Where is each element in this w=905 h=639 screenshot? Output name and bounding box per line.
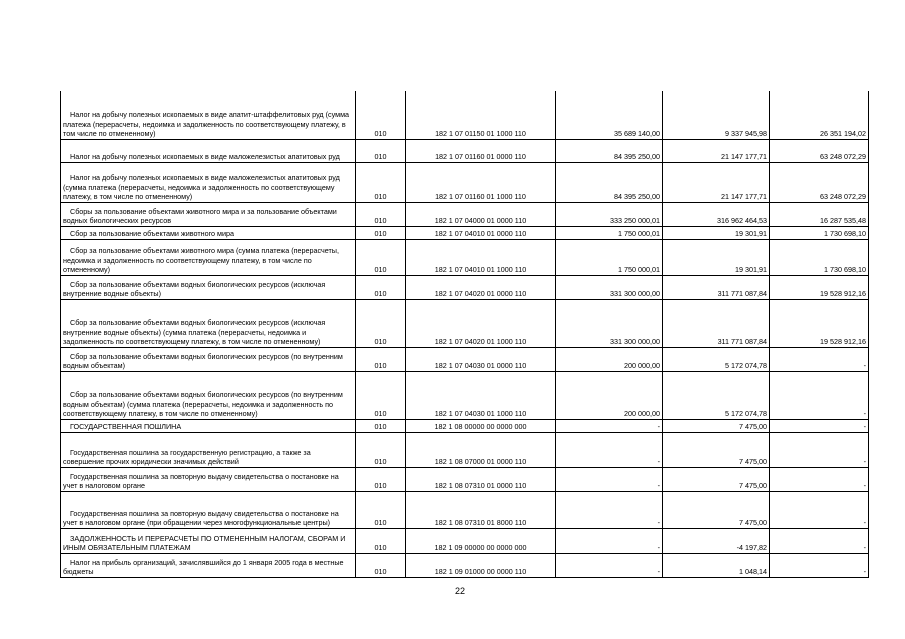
unexecuted-amount-cell: 1 730 698,10 — [770, 226, 869, 239]
table-row — [61, 91, 869, 139]
executed-amount-cell: 5 172 074,78 — [663, 371, 770, 419]
executed-amount-cell: 1 048,14 — [663, 553, 770, 577]
approved-amount-cell: 333 250 000,01 — [556, 202, 663, 226]
approved-amount-cell: 331 300 000,00 — [556, 299, 663, 347]
approved-amount-cell: - — [556, 467, 663, 491]
budget-classification-code-cell: 182 1 07 01150 01 1000 110 — [406, 91, 556, 139]
budget-classification-code-cell: 182 1 08 07000 01 0000 110 — [406, 432, 556, 467]
executed-amount-cell: 7 475,00 — [663, 432, 770, 467]
income-name-cell: Сбор за пользование объектами водных биологических ресурсов (по внутренним водным объектам) — [61, 347, 356, 371]
income-name-cell: Налог на добычу полезных ископаемых в виде апатит-штаффелитовых руд (сумма платежа (перерасчеты, недоимка и задолженность по соответствующему платежу, в том числе по отмененному) — [61, 91, 356, 139]
budget-classification-code-cell: 182 1 07 04020 01 1000 110 — [406, 299, 556, 347]
executed-amount-cell: 311 771 087,84 — [663, 275, 770, 299]
unexecuted-amount-cell: - — [770, 347, 869, 371]
unexecuted-amount-cell: - — [770, 371, 869, 419]
line-code-cell: 010 — [356, 491, 406, 528]
unexecuted-amount-cell: 63 248 072,29 — [770, 162, 869, 202]
table-row — [61, 299, 869, 347]
approved-amount-cell: - — [556, 432, 663, 467]
budget-classification-code-cell: 182 1 07 04030 01 1000 110 — [406, 371, 556, 419]
income-name-cell: Сбор за пользование объектами водных биологических ресурсов (исключая внутренние водные объекты) (сумма платежа (перерасчеты, недоимка и задолженность по соответствующему платежу, в том числе по отмененному) — [61, 299, 356, 347]
unexecuted-amount-cell: - — [770, 491, 869, 528]
budget-classification-code-cell: 182 1 07 01160 01 1000 110 — [406, 162, 556, 202]
approved-amount-cell: 200 000,00 — [556, 371, 663, 419]
approved-amount-cell: - — [556, 419, 663, 432]
income-name-cell: Налог на прибыль организаций, зачислявшийся до 1 января 2005 года в местные бюджеты — [61, 553, 356, 577]
table-row — [61, 432, 869, 467]
table-row — [61, 371, 869, 419]
unexecuted-amount-cell: 19 528 912,16 — [770, 299, 869, 347]
budget-report-table — [60, 91, 869, 578]
unexecuted-amount-cell: - — [770, 553, 869, 577]
table-row — [61, 139, 869, 162]
unexecuted-amount-cell: 1 730 698,10 — [770, 239, 869, 275]
line-code-cell: 010 — [356, 371, 406, 419]
income-name-cell: Сбор за пользование объектами животного мира (сумма платежа (перерасчеты, недоимка и задолженность по соответствующему платежу, в том числе по отмененному) — [61, 239, 356, 275]
approved-amount-cell: - — [556, 553, 663, 577]
budget-classification-code-cell: 182 1 07 04000 01 0000 110 — [406, 202, 556, 226]
line-code-cell: 010 — [356, 347, 406, 371]
approved-amount-cell: 200 000,00 — [556, 347, 663, 371]
executed-amount-cell: 316 962 464,53 — [663, 202, 770, 226]
table-row — [61, 467, 869, 491]
executed-amount-cell: 9 337 945,98 — [663, 91, 770, 139]
budget-classification-code-cell: 182 1 08 00000 00 0000 000 — [406, 419, 556, 432]
budget-classification-code-cell: 182 1 09 01000 00 0000 110 — [406, 553, 556, 577]
income-name-cell: ЗАДОЛЖЕННОСТЬ И ПЕРЕРАСЧЕТЫ ПО ОТМЕНЕННЫМ НАЛОГАМ, СБОРАМ И ИНЫМ ОБЯЗАТЕЛЬНЫМ ПЛАТЕЖАМ — [61, 528, 356, 553]
page-number: 22 — [454, 586, 465, 596]
unexecuted-amount-cell: - — [770, 432, 869, 467]
line-code-cell: 010 — [356, 162, 406, 202]
line-code-cell: 010 — [356, 226, 406, 239]
unexecuted-amount-cell: 63 248 072,29 — [770, 139, 869, 162]
executed-amount-cell: 5 172 074,78 — [663, 347, 770, 371]
table-row — [61, 491, 869, 528]
executed-amount-cell: -4 197,82 — [663, 528, 770, 553]
income-name-cell: Государственная пошлина за повторную выдачу свидетельства о постановке на учет в налоговом органе — [61, 467, 356, 491]
line-code-cell: 010 — [356, 275, 406, 299]
line-code-cell: 010 — [356, 432, 406, 467]
table-row — [61, 162, 869, 202]
line-code-cell: 010 — [356, 528, 406, 553]
table-row — [61, 419, 869, 432]
budget-classification-code-cell: 182 1 09 00000 00 0000 000 — [406, 528, 556, 553]
table-row — [61, 239, 869, 275]
unexecuted-amount-cell: 26 351 194,02 — [770, 91, 869, 139]
line-code-cell: 010 — [356, 553, 406, 577]
unexecuted-amount-cell: - — [770, 419, 869, 432]
income-name-cell: Государственная пошлина за государственную регистрацию, а также за совершение прочих юридически значимых действий — [61, 432, 356, 467]
line-code-cell: 010 — [356, 202, 406, 226]
income-name-cell: Налог на добычу полезных ископаемых в виде маложелезистых апатитовых руд — [61, 139, 356, 162]
approved-amount-cell: 1 750 000,01 — [556, 239, 663, 275]
unexecuted-amount-cell: - — [770, 467, 869, 491]
income-name-cell: Налог на добычу полезных ископаемых в виде маложелезистых апатитовых руд (сумма платежа (перерасчеты, недоимка и задолженность по соответствующему платежу, в том числе по отмененному) — [61, 162, 356, 202]
line-code-cell: 010 — [356, 467, 406, 491]
approved-amount-cell: 35 689 140,00 — [556, 91, 663, 139]
approved-amount-cell: - — [556, 528, 663, 553]
approved-amount-cell: 84 395 250,00 — [556, 139, 663, 162]
table-row — [61, 275, 869, 299]
income-name-cell: Государственная пошлина за повторную выдачу свидетельства о постановке на учет в налоговом органе (при обращении через многофункциональные центры) — [61, 491, 356, 528]
income-name-cell: Сбор за пользование объектами водных биологических ресурсов (по внутренним водным объектам) (сумма платежа (перерасчеты, недоимка и задолженность по соответствующему платежу, в том числе по отмененному) — [61, 371, 356, 419]
line-code-cell: 010 — [356, 239, 406, 275]
executed-amount-cell: 19 301,91 — [663, 239, 770, 275]
approved-amount-cell: 1 750 000,01 — [556, 226, 663, 239]
line-code-cell: 010 — [356, 299, 406, 347]
income-name-cell: Сбор за пользование объектами водных биологических ресурсов (исключая внутренние водные объекты) — [61, 275, 356, 299]
line-code-cell: 010 — [356, 91, 406, 139]
budget-classification-code-cell: 182 1 07 04010 01 1000 110 — [406, 239, 556, 275]
approved-amount-cell: 84 395 250,00 — [556, 162, 663, 202]
executed-amount-cell: 19 301,91 — [663, 226, 770, 239]
table-row — [61, 226, 869, 239]
executed-amount-cell: 21 147 177,71 — [663, 162, 770, 202]
line-code-cell: 010 — [356, 419, 406, 432]
unexecuted-amount-cell: 19 528 912,16 — [770, 275, 869, 299]
budget-classification-code-cell: 182 1 07 01160 01 0000 110 — [406, 139, 556, 162]
income-name-cell: Сборы за пользование объектами животного мира и за пользование объектами водных биологических ресурсов — [61, 202, 356, 226]
income-name-cell: ГОСУДАРСТВЕННАЯ ПОШЛИНА — [61, 419, 356, 432]
table-row — [61, 202, 869, 226]
budget-classification-code-cell: 182 1 07 04010 01 0000 110 — [406, 226, 556, 239]
table-row — [61, 347, 869, 371]
executed-amount-cell: 7 475,00 — [663, 419, 770, 432]
budget-classification-code-cell: 182 1 08 07310 01 0000 110 — [406, 467, 556, 491]
budget-classification-code-cell: 182 1 08 07310 01 8000 110 — [406, 491, 556, 528]
approved-amount-cell: 331 300 000,00 — [556, 275, 663, 299]
executed-amount-cell: 7 475,00 — [663, 467, 770, 491]
income-name-cell: Сбор за пользование объектами животного мира — [61, 226, 356, 239]
executed-amount-cell: 311 771 087,84 — [663, 299, 770, 347]
unexecuted-amount-cell: - — [770, 528, 869, 553]
table-row — [61, 553, 869, 577]
unexecuted-amount-cell: 16 287 535,48 — [770, 202, 869, 226]
executed-amount-cell: 7 475,00 — [663, 491, 770, 528]
budget-classification-code-cell: 182 1 07 04030 01 0000 110 — [406, 347, 556, 371]
table-row — [61, 528, 869, 553]
executed-amount-cell: 21 147 177,71 — [663, 139, 770, 162]
budget-classification-code-cell: 182 1 07 04020 01 0000 110 — [406, 275, 556, 299]
approved-amount-cell: - — [556, 491, 663, 528]
line-code-cell: 010 — [356, 139, 406, 162]
